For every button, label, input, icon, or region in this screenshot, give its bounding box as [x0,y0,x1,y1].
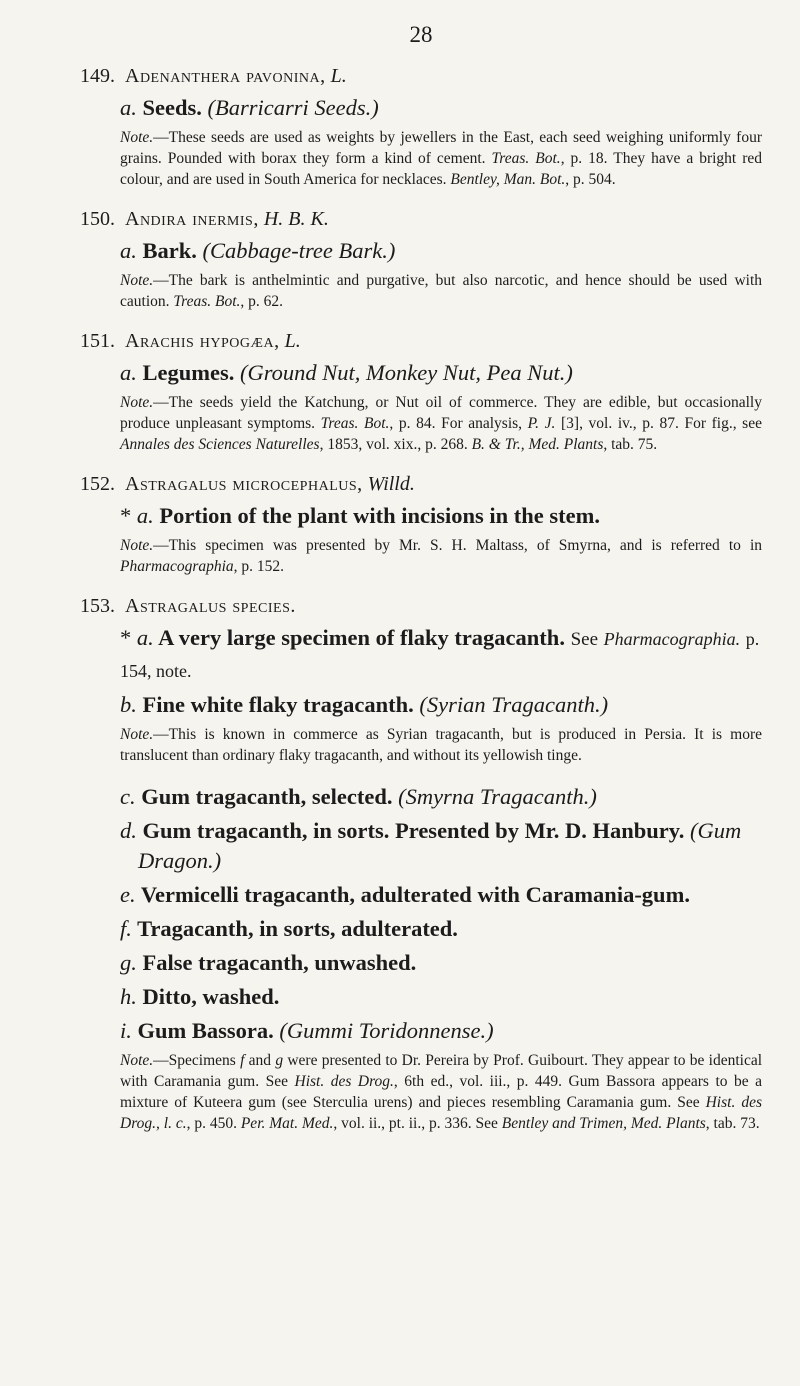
note-text: , p. 504. [565,171,616,188]
item-text: Portion of the plant with incisions in the stem. [159,503,601,528]
item-text: Tragacanth, in sorts, adulterated. [137,916,458,941]
note-text: —These seeds are used as weights by jewellers in the East, each seed weighing uniformly four grains. Pounded with borax they form a kind of cement. [120,129,762,167]
note-label: Note. [120,129,154,146]
note [120,535,762,577]
note-reference: B. & Tr., Med. Plants [471,436,604,453]
specimen-item [120,623,762,686]
item-text: A very large specimen of flaky tragacanth. [158,625,565,650]
entry-number: 153. [80,595,115,617]
note-text: , 1853, vol. xix., p. 268. [319,436,468,453]
item-reference-page: p. 154, note. [120,629,760,681]
item-text: False tragacanth, unwashed. [142,950,417,975]
note-reference: Bentley, Man. Bot. [450,171,566,188]
note [120,392,762,455]
note-reference: Bentley and Trimen, Med. Plants [501,1115,706,1132]
note-text: —The bark is anthelmintic and purgative, but also narcotic, and hence should be used with caution. [120,272,762,310]
asterisk-marker: * [120,503,132,528]
specimen-item [120,358,762,388]
page-number: 28 [409,22,433,47]
item-synonym: (Cabbage-tree Bark.) [202,238,396,263]
note-reference: f [240,1052,245,1069]
specimen-item [120,690,762,720]
entry-number: 150. [80,208,115,230]
entry-heading [80,64,762,89]
specimen-item [120,914,762,944]
entry-150 [80,207,762,312]
note-reference: Pharmacographia [120,558,234,575]
note [120,724,762,766]
specimen-item [120,880,762,910]
item-synonym: (Gummi Toridonnense.) [279,1018,494,1043]
species-name: Adenanthera pavonina, [125,65,326,87]
note-reference: g [275,1052,284,1069]
note [120,127,762,190]
item-text: Gum Bassora. [137,1018,274,1043]
note-text: —Specimens [153,1052,236,1069]
item-letter: a. [136,625,154,650]
entry-149 [80,64,762,190]
item-letter: a. [120,360,137,385]
note-text: , vol. ii., pt. ii., p. 336. See [333,1115,498,1132]
species-name: Astragalus microcephalus, [125,473,363,495]
item-letter: a. [136,503,154,528]
item-reference: Pharmacographia. [603,629,741,649]
entry-number: 149. [80,65,115,87]
entry-number: 151. [80,330,115,352]
specimen-item [120,816,762,876]
specimen-item [120,782,762,812]
entry-153 [80,594,762,1134]
note-text: were presented to Dr. Pereira by Prof. Guibourt. They appear to be identical with Caramania gum. See [120,1052,763,1090]
specimen-item [120,948,762,978]
note-reference: Treas. Bot. [491,150,561,167]
item-text: Bark. [142,238,197,263]
item-synonym: (Ground Nut, Monkey Nut, Pea Nut.) [240,360,573,385]
note-text: , tab. 75. [603,436,658,453]
item-text: Gum tragacanth, selected. [141,784,393,809]
note-text: , p. 152. [233,558,285,575]
item-synonym: (Gum Dragon.) [138,818,742,873]
note-reference: Treas. Bot. [173,293,241,310]
item-synonym: (Smyrna Tragacanth.) [398,784,597,809]
item-letter: e. [120,882,136,907]
entry-number: 152. [80,473,115,495]
species-authority: L. [284,330,301,352]
species-authority: L. [330,65,347,87]
item-letter: a. [120,95,137,120]
note-label: Note. [120,537,154,554]
note-text: and [248,1052,272,1069]
item-synonym: (Syrian Tragacanth.) [419,692,609,717]
item-letter: h. [120,984,137,1009]
note-reference: P. J. [527,415,556,432]
note-label: Note. [120,1052,154,1069]
item-letter: i. [120,1018,132,1043]
specimen-item [120,93,762,123]
item-letter: g. [120,950,137,975]
species-name: Arachis hypogæa, [125,330,280,352]
note [120,270,762,312]
note-text: , p. 450. [186,1115,237,1132]
entry-heading [80,207,762,232]
note-label: Note. [120,726,154,743]
item-letter: c. [120,784,136,809]
specimen-item [120,982,762,1012]
note-text: , tab. 73. [705,1115,760,1132]
species-authority: H. B. K. [263,208,329,230]
item-letter: f. [120,916,132,941]
species-name: Astragalus species. [125,595,296,617]
note-text: , 6th ed., vol. iii., p. 449. Gum Bassora appears to be a mixture of Kuteera gum (see Sterculia urens) and pieces resembling Caramania gum. See [120,1073,763,1111]
item-text: Vermicelli tragacanth, adulterated with Caramania-gum. [140,882,690,907]
note-reference: Treas. Bot. [320,415,390,432]
note-text: —This specimen was presented by Mr. S. H. Maltass, of Smyrna, and is referred to in [153,537,762,554]
item-letter: a. [120,238,137,263]
note-reference: Annales des Sciences Naturelles [120,436,320,453]
species-authority: Willd. [367,473,415,495]
specimen-item [120,1016,762,1046]
note-reference: Hist. des Drog., l. c. [120,1094,762,1132]
note-text: , p. 84. For analysis, [389,415,523,432]
specimen-item [120,501,762,531]
item-synonym: (Barricarri Seeds.) [207,95,379,120]
specimen-item [120,236,762,266]
note-label: Note. [120,272,154,289]
species-name: Andira inermis, [125,208,259,230]
item-text: Gum tragacanth, in sorts. Presented by Mr. D. Hanbury. [142,818,685,843]
entry-heading [80,594,762,619]
note-text: [3], vol. iv., p. 87. For fig., see [561,415,762,432]
asterisk-marker: * [120,625,132,650]
entry-152 [80,472,762,577]
entry-heading [80,329,762,354]
note-reference: Hist. des Drog. [294,1073,394,1090]
note-text: , p. 18. They have a bright red colour, and are used in South America for necklaces. [120,150,762,188]
note [120,1050,762,1134]
item-text: Legumes. [142,360,235,385]
note-label: Note. [120,394,154,411]
note-text: —This is known in commerce as Syrian tragacanth, but is produced in Persia. It is more translucent than ordinary flaky tragacanth, and without its yellowish tinge. [120,726,762,764]
item-text: Seeds. [142,95,202,120]
note-text: , p. 62. [240,293,284,310]
page [80,22,762,1151]
item-text: Ditto, washed. [142,984,280,1009]
entry-heading [80,472,762,497]
item-text: Fine white flaky tragacanth. [142,692,414,717]
entry-151 [80,329,762,455]
item-letter: b. [120,692,137,717]
item-letter: d. [120,818,137,843]
note-reference: Per. Mat. Med. [240,1115,334,1132]
item-see: See [570,629,599,650]
note-text: —The seeds yield the Katchung, or Nut oil of commerce. They are edible, but occasionally produce unpleasant symptoms. [120,394,762,432]
